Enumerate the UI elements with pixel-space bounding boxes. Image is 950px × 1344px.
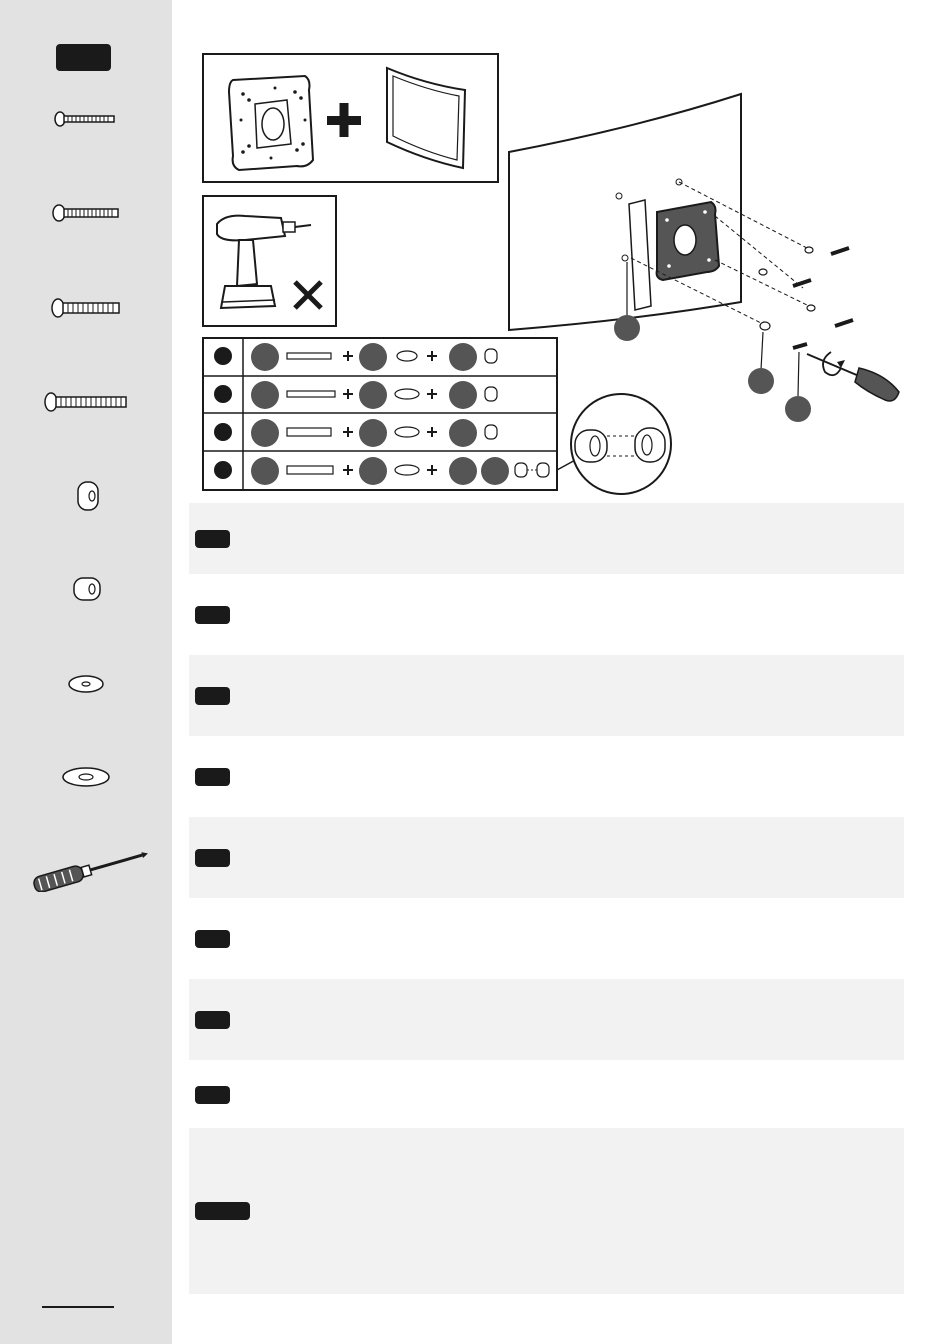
large-washer-icon [60,764,112,790]
extra-long-screw-icon [42,388,130,416]
language-tag [195,849,230,867]
combination-row-4 [214,457,549,485]
sidebar-label-tag [56,44,111,71]
screwdriver-icon [28,846,152,892]
language-tag [195,1086,230,1104]
language-tag [195,606,230,624]
language-tag [195,930,230,948]
screw-combination-table [203,338,557,490]
parts-sidebar [0,0,172,1344]
language-row-8 [189,1060,904,1128]
installation-diagram [195,40,915,500]
language-row-5 [189,817,904,898]
long-screw-icon [49,294,123,322]
language-row-6 [189,898,904,979]
language-tag [195,1202,250,1220]
assembly-screwdriver-icon [807,352,899,401]
language-row-1 [189,503,904,574]
short-spacer-icon [70,574,106,604]
medium-screw-icon [50,200,122,226]
short-screw-icon [52,108,118,130]
assembly-hardware [759,247,853,348]
language-tag [195,687,230,705]
language-row-2 [189,574,904,655]
language-tag [195,530,230,548]
language-row-4 [189,736,904,817]
page-footer-line [42,1306,114,1308]
language-row-9 [189,1128,904,1294]
kit-contents-box [203,54,498,182]
language-tag [195,1011,230,1029]
small-washer-icon [66,672,106,696]
long-spacer-icon [74,478,102,514]
spacer-detail-zoom [557,394,671,494]
language-tag [195,768,230,786]
language-row-3 [189,655,904,736]
language-row-7 [189,979,904,1060]
no-power-drill-box [203,196,336,326]
curved-tv-back [509,94,899,422]
